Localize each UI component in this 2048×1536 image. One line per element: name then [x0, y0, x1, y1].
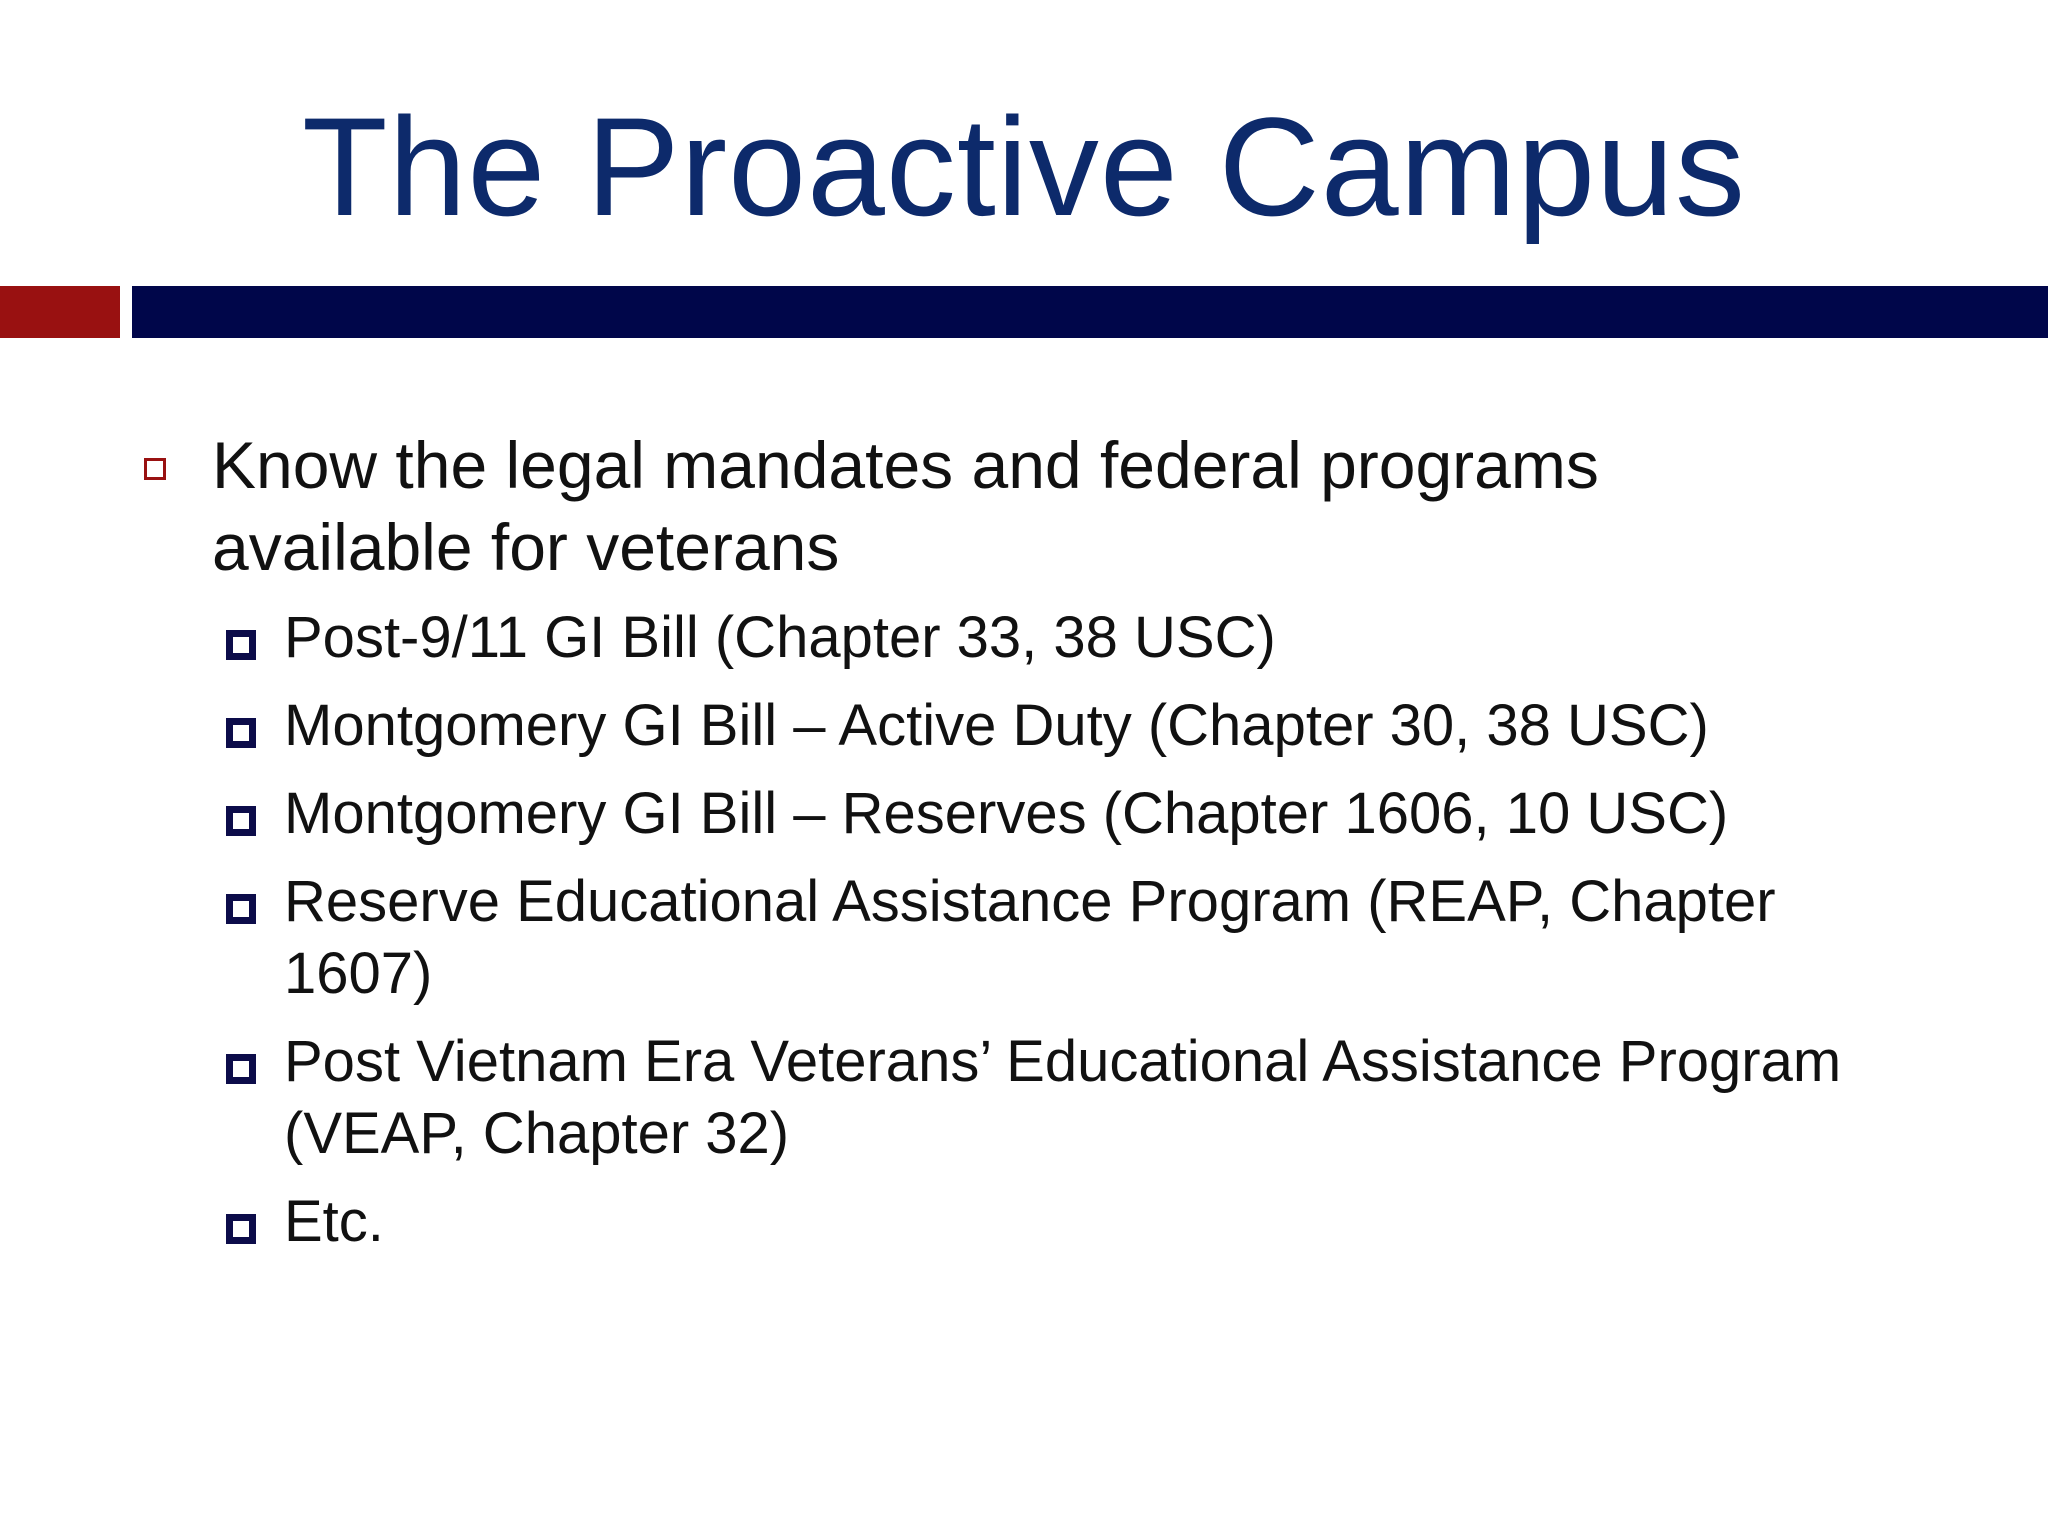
square-bullet-icon	[226, 1054, 256, 1084]
slide-title: The Proactive Campus	[302, 88, 1746, 245]
title-rule-navy-segment	[132, 286, 2048, 338]
square-bullet-icon	[226, 1214, 256, 1244]
square-bullet-icon	[226, 806, 256, 836]
program-item: Post-9/11 GI Bill (Chapter 33, 38 USC)	[284, 605, 1276, 670]
program-item: Etc.	[284, 1189, 384, 1254]
square-bullet-icon	[226, 894, 256, 924]
square-bullet-icon	[226, 630, 256, 660]
program-item: Reserve Educational Assistance Program (REAP, Chapter 1607)	[284, 869, 1776, 1006]
program-item: Montgomery GI Bill – Active Duty (Chapter 30, 38 USC)	[284, 693, 1709, 758]
program-item: Montgomery GI Bill – Reserves (Chapter 1606, 10 USC)	[284, 781, 1729, 846]
title-rule-red-segment	[0, 286, 120, 338]
hollow-square-icon	[144, 458, 166, 480]
program-item: Post Vietnam Era Veterans’ Educational Assistance Program (VEAP, Chapter 32)	[284, 1029, 1842, 1166]
square-bullet-icon	[226, 718, 256, 748]
main-point-text: Know the legal mandates and federal programs available for veterans	[212, 428, 1599, 584]
